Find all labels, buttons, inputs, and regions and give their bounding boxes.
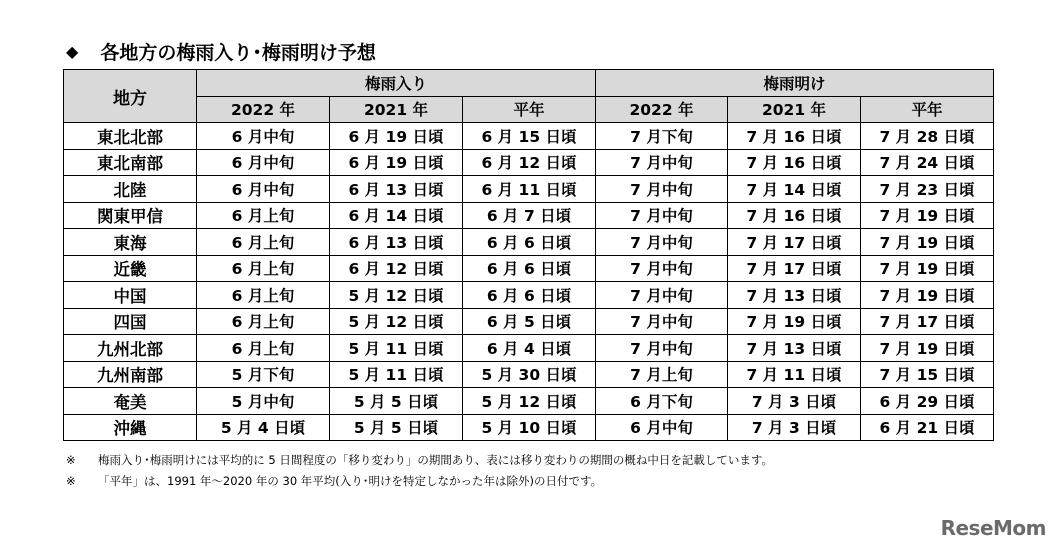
page-heading [66, 38, 376, 65]
region-cell: 沖縄 [64, 414, 197, 441]
date-cell: 7 月 23 日頃 [861, 176, 994, 203]
region-cell: 東海 [64, 229, 197, 256]
date-cell: 7 月 19 日頃 [861, 335, 994, 362]
date-cell: 6 月 12 日頃 [330, 255, 463, 282]
region-cell: 近畿 [64, 255, 197, 282]
date-cell: 6 月 7 日頃 [463, 202, 596, 229]
date-cell: 5 月 30 日頃 [463, 361, 596, 388]
date-cell: 7 月 19 日頃 [861, 255, 994, 282]
date-cell: 5 月 10 日頃 [463, 414, 596, 441]
onset-group-header: 梅雨入り [197, 70, 596, 97]
date-cell: 7 月下旬 [596, 123, 728, 150]
table-row [64, 229, 994, 256]
date-cell: 6 月中旬 [197, 149, 330, 176]
table-row [64, 123, 994, 150]
date-cell: 5 月中旬 [197, 388, 330, 415]
column-header: 2021 年 [728, 96, 861, 123]
date-cell: 7 月中旬 [596, 308, 728, 335]
date-cell: 7 月 3 日頃 [728, 414, 861, 441]
resemom-logo: ReseMom [940, 516, 1046, 540]
column-header: 2021 年 [330, 96, 463, 123]
table-body [64, 123, 994, 441]
table-row [64, 149, 994, 176]
date-cell: 6 月 13 日頃 [330, 229, 463, 256]
date-cell: 7 月 28 日頃 [861, 123, 994, 150]
footnote [66, 471, 773, 492]
date-cell: 6 月中旬 [197, 123, 330, 150]
date-cell: 7 月上旬 [596, 361, 728, 388]
date-cell: 7 月 19 日頃 [861, 229, 994, 256]
table-header-row [64, 70, 994, 97]
date-cell: 5 月 11 日頃 [330, 361, 463, 388]
date-cell: 6 月 15 日頃 [463, 123, 596, 150]
date-cell: 7 月 19 日頃 [861, 202, 994, 229]
date-cell: 6 月 6 日頃 [463, 255, 596, 282]
date-cell: 7 月中旬 [596, 229, 728, 256]
region-cell: 関東甲信 [64, 202, 197, 229]
date-cell: 6 月 21 日頃 [861, 414, 994, 441]
date-cell: 6 月 11 日頃 [463, 176, 596, 203]
page-title: 各地方の梅雨入り･梅雨明け予想 [100, 42, 376, 64]
table-subheader-row [64, 96, 994, 123]
date-cell: 6 月下旬 [596, 388, 728, 415]
date-cell: 7 月 15 日頃 [861, 361, 994, 388]
date-cell: 6 月 14 日頃 [330, 202, 463, 229]
end-group-header: 梅雨明け [596, 70, 994, 97]
date-cell: 6 月 19 日頃 [330, 149, 463, 176]
date-cell: 6 月中旬 [197, 176, 330, 203]
date-cell: 7 月中旬 [596, 282, 728, 309]
date-cell: 6 月上旬 [197, 255, 330, 282]
table-row [64, 282, 994, 309]
date-cell: 7 月 16 日頃 [728, 123, 861, 150]
date-cell: 7 月 19 日頃 [861, 282, 994, 309]
table-row [64, 414, 994, 441]
region-cell: 奄美 [64, 388, 197, 415]
region-column-header: 地方 [64, 70, 197, 123]
table-row [64, 176, 994, 203]
date-cell: 5 月下旬 [197, 361, 330, 388]
table-row [64, 202, 994, 229]
table-row [64, 335, 994, 362]
rainy-season-table [63, 69, 994, 441]
region-cell: 東北南部 [64, 149, 197, 176]
column-header: 2022 年 [197, 96, 330, 123]
date-cell: 7 月 14 日頃 [728, 176, 861, 203]
date-cell: 7 月 16 日頃 [728, 202, 861, 229]
date-cell: 7 月中旬 [596, 176, 728, 203]
date-cell: 5 月 12 日頃 [330, 282, 463, 309]
date-cell: 7 月 17 日頃 [728, 229, 861, 256]
date-cell: 5 月 4 日頃 [197, 414, 330, 441]
date-cell: 7 月 16 日頃 [728, 149, 861, 176]
note-text: 「平年」は、1991 年～2020 年の 30 年平均(入り･明けを特定しなかった年は除外)の日付です。 [98, 474, 603, 488]
column-header: 平年 [861, 96, 994, 123]
date-cell: 5 月 5 日頃 [330, 388, 463, 415]
column-header: 平年 [463, 96, 596, 123]
date-cell: 6 月 12 日頃 [463, 149, 596, 176]
region-cell: 中国 [64, 282, 197, 309]
date-cell: 7 月 19 日頃 [728, 308, 861, 335]
date-cell: 7 月 13 日頃 [728, 282, 861, 309]
date-cell: 6 月上旬 [197, 229, 330, 256]
column-header: 2022 年 [596, 96, 728, 123]
date-cell: 7 月 3 日頃 [728, 388, 861, 415]
date-cell: 7 月中旬 [596, 149, 728, 176]
date-cell: 7 月中旬 [596, 255, 728, 282]
region-cell: 北陸 [64, 176, 197, 203]
date-cell: 7 月中旬 [596, 335, 728, 362]
date-cell: 6 月 5 日頃 [463, 308, 596, 335]
diamond-icon: ◆ [66, 42, 79, 61]
table-row [64, 255, 994, 282]
footnotes [66, 450, 773, 492]
date-cell: 7 月 17 日頃 [728, 255, 861, 282]
date-cell: 6 月 29 日頃 [861, 388, 994, 415]
date-cell: 7 月 24 日頃 [861, 149, 994, 176]
table-row [64, 361, 994, 388]
region-cell: 九州北部 [64, 335, 197, 362]
date-cell: 5 月 12 日頃 [330, 308, 463, 335]
date-cell: 6 月上旬 [197, 308, 330, 335]
date-cell: 7 月 17 日頃 [861, 308, 994, 335]
date-cell: 6 月上旬 [197, 282, 330, 309]
date-cell: 5 月 5 日頃 [330, 414, 463, 441]
date-cell: 6 月 4 日頃 [463, 335, 596, 362]
note-mark: ※ [66, 453, 76, 467]
region-cell: 九州南部 [64, 361, 197, 388]
note-text: 梅雨入り･梅雨明けには平均的に 5 日間程度の「移り変わり」の期間あり、表には移り変わりの期間の概ね中日を記載しています。 [98, 453, 773, 467]
date-cell: 7 月中旬 [596, 202, 728, 229]
region-cell: 東北北部 [64, 123, 197, 150]
region-cell: 四国 [64, 308, 197, 335]
table-row [64, 388, 994, 415]
date-cell: 7 月 11 日頃 [728, 361, 861, 388]
date-cell: 7 月 13 日頃 [728, 335, 861, 362]
note-mark: ※ [66, 474, 76, 488]
date-cell: 6 月 19 日頃 [330, 123, 463, 150]
date-cell: 6 月 6 日頃 [463, 282, 596, 309]
date-cell: 6 月上旬 [197, 202, 330, 229]
date-cell: 6 月 6 日頃 [463, 229, 596, 256]
footnote [66, 450, 773, 471]
date-cell: 5 月 12 日頃 [463, 388, 596, 415]
table-row [64, 308, 994, 335]
date-cell: 6 月上旬 [197, 335, 330, 362]
date-cell: 5 月 11 日頃 [330, 335, 463, 362]
date-cell: 6 月 13 日頃 [330, 176, 463, 203]
date-cell: 6 月中旬 [596, 414, 728, 441]
